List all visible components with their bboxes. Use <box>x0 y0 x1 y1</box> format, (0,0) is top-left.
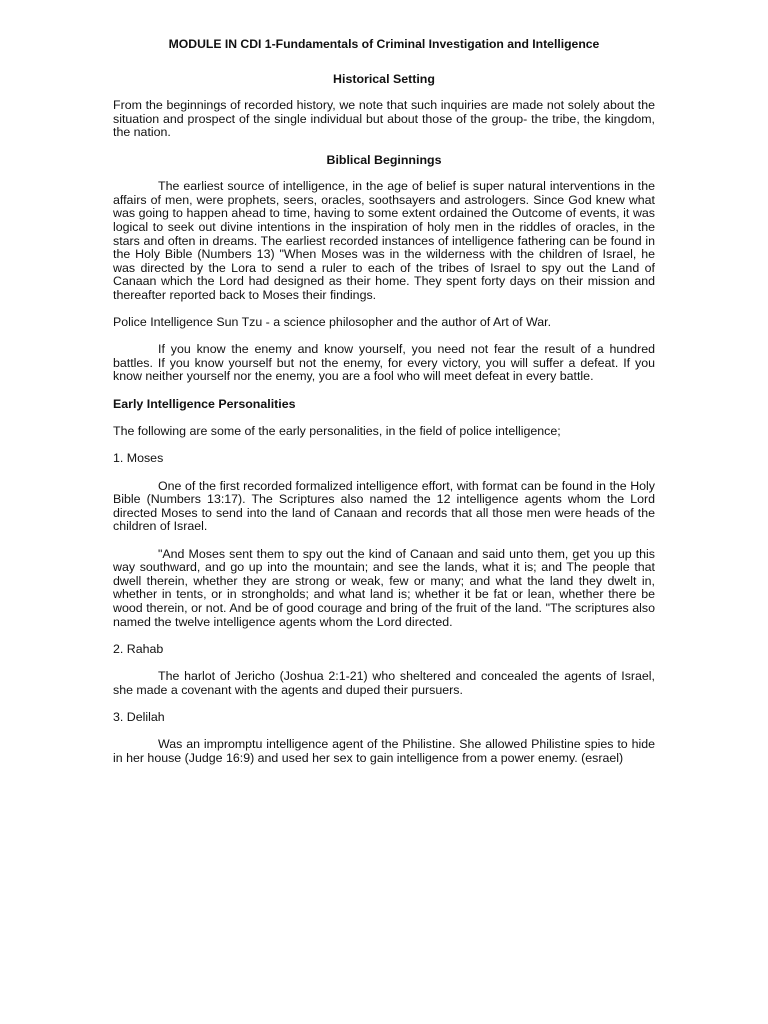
paragraph-moses-quote: "And Moses sent them to spy out the kind of Canaan and said unto them, get you up this way southward, and go up into the mountain; and see the lands, what it is; and The people that dwell therein, whether they are strong or weak, few or many; and what the land they dwelt in, whether in tents, or in strongholds; and what land is; whether it be fat or lean, whether there be wood therein, or not. And be of good courage and bring of the fruit of the land. "The scriptures also named the twelve intelligence agents whom the Lord directed. <box>113 546 655 629</box>
paragraph-historical-setting: From the beginnings of recorded history, we note that such inquiries are made not solely about the situation and prospect of the single individual but about those of the group- the tribe, the kingdom, the nation. <box>113 98 655 140</box>
paragraph-biblical-beginnings-1: The earliest source of intelligence, in the age of belief is super natural interventions in the affairs of men, were prophets, seers, oracles, soothsayers and astrologers. Since God knew what was going to happen ahead to time, having to some extent ordained the Outcome of events, it was logical to seek out divine intentions in the inspiration of holy men in the riddles of oracles, in the stars and often in dreams. The earliest recorded instances of intelligence fathering can be found in the Holy Bible (Numbers 13) "When Moses was in the wilderness with the children of Israel, he was directed by the Lora to send a ruler to each of the tribes of Israel to spy out the Land of Canaan which the Lord had designed as their home. They spent forty days on their mission and thereafter reported back to Moses their findings. <box>113 179 655 302</box>
paragraph-personalities-intro: The following are some of the early personalities, in the field of police intelligence; <box>113 424 561 439</box>
paragraph-delilah: Was an impromptu intelligence agent of the Philistine. She allowed Philistine spies to hide in her house (Judge 16:9) and used her sex to gain intelligence from a power enemy. (esrael) <box>113 736 655 765</box>
list-item-label-moses: 1. Moses <box>113 451 164 466</box>
list-item-label-delilah: 3. Delilah <box>113 709 165 724</box>
paragraph-rahab: The harlot of Jericho (Joshua 2:1-21) who sheltered and concealed the agents of Israel, she made a covenant with the agents and duped their pursuers. <box>113 668 655 697</box>
heading-biblical-beginnings: Biblical Beginnings <box>326 152 442 167</box>
paragraph-sun-tzu-quote: If you know the enemy and know yourself, you need not fear the result of a hundred battles. If you know yourself but not the enemy, for every victory, you will suffer a defeat. If you know neither yourself nor the enemy, you are a fool who will meet defeat in every battle. <box>113 342 655 384</box>
paragraph-sun-tzu: Police Intelligence Sun Tzu - a science philosopher and the author of Art of War. <box>113 315 552 330</box>
paragraph-moses-1: One of the first recorded formalized intelligence effort, with format can be found in the Holy Bible (Numbers 13:17). The Scriptures also named the 12 intelligence agents whom the Lord directed Moses to send into the land of Canaan and records that all those men were heads of the children of Israel. <box>113 478 655 534</box>
document-title: MODULE IN CDI 1-Fundamentals of Criminal Investigation and Intelligence <box>168 37 600 51</box>
heading-historical-setting: Historical Setting <box>333 71 435 86</box>
heading-early-intelligence-personalities: Early Intelligence Personalities <box>113 396 296 411</box>
list-item-label-rahab: 2. Rahab <box>113 641 164 656</box>
